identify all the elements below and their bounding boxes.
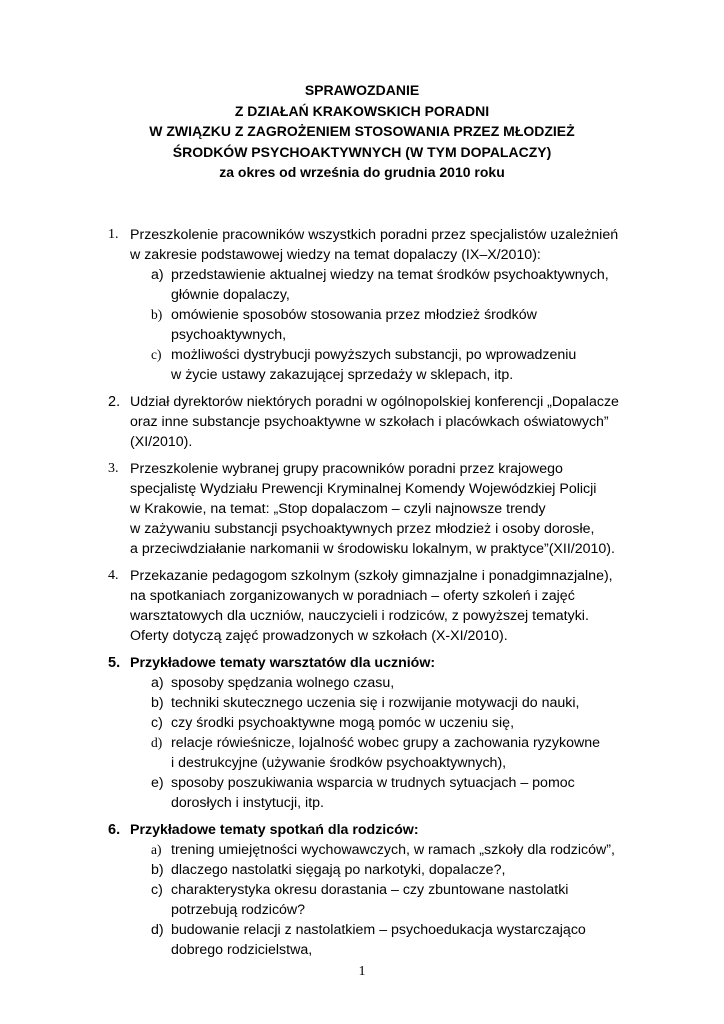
sub-item-letter: c) [151, 715, 163, 731]
item-number: 6. [108, 822, 121, 838]
item-text-line: w zakresie podstawowej wiedzy na temat dopalaczy (IX–X/2010): [130, 247, 541, 263]
sub-item-letter: e) [151, 775, 164, 791]
list-item [108, 566, 668, 646]
sub-item-text [171, 880, 668, 920]
title-line: W ZWIĄZKU Z ZAGROŻENIEM STOSOWANIA PRZEZ MŁODZIEŻ [149, 123, 575, 139]
sub-text-line: potrzebują rodziców? [171, 902, 306, 918]
sub-item [151, 773, 668, 813]
sub-text-line: czy środki psychoaktywne mogą pomóc w uczeniu się, [171, 715, 515, 731]
title-line: za okres od września do grudnia 2010 roku [219, 164, 505, 180]
item-number: 3. [108, 461, 119, 476]
item-text-line: w Krakowie, na temat: „Stop dopalaczom – czyli najnowsze trendy [130, 501, 546, 517]
item-body [130, 459, 668, 559]
sub-item-letter: b) [151, 862, 164, 878]
title-line: ŚRODKÓW PSYCHOAKTYWNYCH (W TYM DOPALACZY) [172, 143, 552, 160]
item-text-line: oraz inne substancje psychoaktywne w szkołach i placówkach oświatowych” [130, 414, 609, 430]
document-title [80, 80, 644, 183]
item-heading: Przykładowe tematy warsztatów dla uczniów: [130, 655, 436, 671]
sub-item [151, 713, 668, 733]
sub-item [151, 860, 668, 880]
sub-item-letter: b) [151, 307, 163, 322]
sub-text-line: charakterystyka okresu dorastania – czy zbuntowane nastolatki [171, 882, 569, 898]
item-body [130, 820, 668, 960]
item-number: 1. [108, 227, 119, 242]
item-text-line: w zażywaniu substancji psychoaktywnych przez młodzież i osoby dorosłe, [130, 521, 595, 537]
sub-item-text [171, 713, 668, 733]
item-number: 5. [108, 655, 121, 671]
sub-item-text [171, 693, 668, 713]
sub-item [151, 693, 668, 713]
item-text-line: Przeszkolenie wybranej grupy pracowników poradni przez krajowego [130, 461, 563, 477]
sub-item-text [171, 860, 668, 880]
sub-item [151, 880, 668, 920]
sub-item [151, 673, 668, 693]
list-item [108, 653, 668, 813]
sub-item [151, 920, 668, 960]
page-number: 1 [358, 964, 366, 979]
sub-item-letter: a) [151, 842, 162, 857]
list-item [108, 459, 668, 559]
item-text-line: Przeszkolenie pracowników wszystkich poradni przez specjalistów uzależnień [130, 227, 619, 243]
list-item [108, 820, 668, 960]
title-line: Z DZIAŁAŃ KRAKOWSKICH PORADNI [234, 102, 490, 119]
sub-text-line: możliwości dystrybucji powyższych substancji, po wprowadzeniu [171, 347, 577, 363]
sub-item-letter: c) [151, 347, 162, 362]
sub-text-line: trening umiejętności wychowawczych, w ramach „szkoły dla rodziców”, [171, 842, 615, 858]
title-line: SPRAWOZDANIE [304, 82, 420, 98]
item-body [130, 653, 668, 813]
list-item [108, 392, 668, 452]
sub-text-line: relacje rówieśnicze, lojalność wobec grupy a zachowania ryzykowne [171, 735, 600, 751]
sub-item-text [171, 673, 668, 693]
sub-item-letter: d) [151, 735, 163, 750]
item-body [130, 392, 668, 452]
sub-item [151, 840, 668, 860]
item-body [130, 566, 668, 646]
sub-list [151, 673, 668, 813]
item-text-line: Oferty dotyczą zajęć prowadzonych w szkołach (X-XI/2010). [130, 628, 508, 644]
sub-list [151, 265, 668, 385]
sub-text-line: sposoby poszukiwania wsparcia w trudnych sytuacjach – pomoc [171, 775, 575, 791]
sub-item-text [171, 305, 668, 345]
sub-text-line: budowanie relacji z nastolatkiem – psychoedukacja wystarczająco [171, 922, 586, 938]
item-text-line: Udział dyrektorów niektórych poradni w ogólnopolskiej konferencji „Dopalacze [130, 394, 619, 410]
sub-text-line: dorosłych i instytucji, itp. [171, 795, 324, 811]
sub-text-line: techniki skutecznego uczenia się i rozwijanie motywacji do nauki, [171, 695, 580, 711]
item-text-line: Przekazanie pedagogom szkolnym (szkoły gimnazjalne i ponadgimnazjalne), [130, 568, 613, 584]
sub-text-line: głównie dopalaczy, [171, 287, 290, 303]
sub-text-line: omówienie sposobów stosowania przez młodzież środków [171, 307, 537, 323]
list-item [108, 225, 668, 385]
item-text-line: warsztatowych dla uczniów, nauczycieli i rodziców, z powyższej tematyki. [130, 608, 589, 624]
sub-item-text [171, 920, 668, 960]
sub-item-text [171, 265, 668, 305]
item-text-line: (XI/2010). [130, 434, 193, 450]
sub-item-letter: c) [151, 882, 163, 898]
item-number: 4. [108, 568, 119, 583]
sub-item [151, 345, 668, 385]
sub-text-line: w życie ustawy zakazującej sprzedaży w sklepach, itp. [171, 367, 514, 383]
sub-item-text [171, 733, 668, 773]
sub-text-line: sposoby spędzania wolnego czasu, [171, 675, 395, 691]
sub-item [151, 305, 668, 345]
item-text-line: a przeciwdziałanie narkomanii w środowisku lokalnym, w praktyce”(XII/2010). [130, 541, 615, 557]
sub-item-letter: a) [151, 267, 164, 283]
sub-text-line: dlaczego nastolatki sięgają po narkotyki, dopalacze?, [171, 862, 506, 878]
sub-item-letter: b) [151, 695, 164, 711]
item-heading: Przykładowe tematy spotkań dla rodziców: [130, 822, 419, 838]
sub-text-line: przedstawienie aktualnej wiedzy na temat środków psychoaktywnych, [171, 267, 609, 283]
sub-item [151, 733, 668, 773]
item-body [130, 225, 668, 385]
item-text-line: na spotkaniach zorganizowanych w poradniach – oferty szkoleń i zajęć [130, 588, 575, 604]
sub-item [151, 265, 668, 305]
sub-list [151, 840, 668, 960]
item-number: 2. [108, 394, 121, 410]
sub-item-text [171, 840, 668, 860]
sub-item-text [171, 345, 668, 385]
sub-item-letter: d) [151, 922, 164, 938]
sub-text-line: i destrukcyjne (używanie środków psychoaktywnych), [171, 755, 507, 771]
numbered-list [108, 225, 668, 967]
sub-item-text [171, 773, 668, 813]
sub-text-line: psychoaktywnych, [171, 327, 287, 343]
sub-text-line: dobrego rodzicielstwa, [171, 942, 313, 958]
item-text-line: specjalistę Wydziału Prewencji Kryminalnej Komendy Wojewódzkiej Policji [130, 481, 597, 497]
sub-item-letter: a) [151, 675, 164, 691]
